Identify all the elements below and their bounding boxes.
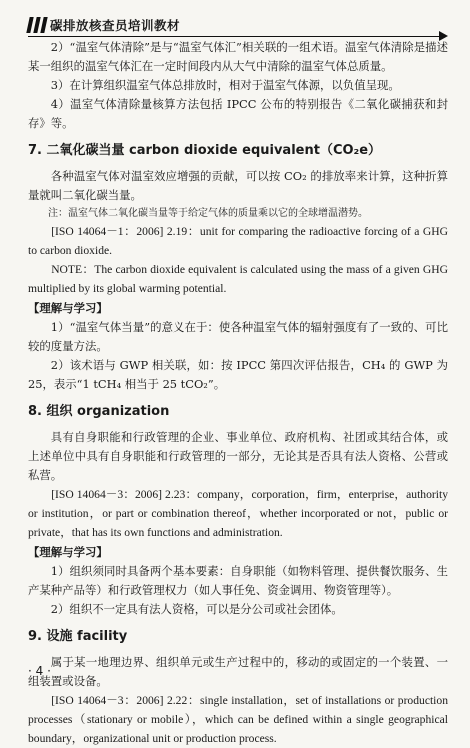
- study-label: 【理解与学习】: [28, 545, 108, 559]
- study-label: 【理解与学习】: [28, 301, 108, 315]
- paragraph: 4）温室气体清除量核算方法包括 IPCC 公布的特别报告《二氧化碳捕获和封存》等。: [28, 97, 448, 130]
- study-item: 2）组织不一定具有法人资格，可以是分公司或社会团体。: [50, 602, 343, 616]
- definition: 各种温室气体对温室效应增强的贡献，可以按 CO₂ 的排放率来计算，这种折算量就叫二氧化碳当量。: [28, 169, 448, 202]
- section-heading-8: 8. 组织 organization: [28, 404, 170, 419]
- paragraph: 2）“温室气体清除”是与“温室气体汇”相关联的一组术语。温室气体清除是描述某一组织的温室气体汇在一定时间段内从大气中清除的温室气体总质量。: [28, 40, 448, 73]
- page-body: [28, 38, 448, 748]
- definition: 具有自身职能和行政管理的企业、事业单位、政府机构、社团或其结合体，或上述单位中具有自身职能和行政管理的一部分，无论其是否具有法人资格、公营或私营。: [28, 430, 448, 482]
- iso-reference: [ISO 14064－1：2006] 2.19：unit for comparing the radioactive forcing of a GHG to carbon dioxide.: [28, 225, 448, 257]
- study-item: 1）“温室气体当量”的意义在于：使各种温室气体的辐射强度有了一致的、可比较的度量方法。: [28, 320, 448, 353]
- study-item: 2）该术语与 GWP 相关联，如：按 IPCC 第四次评估报告，CH₄ 的 GWP 为 25，表示“1 tCH₄ 相当于 25 tCO₂”。: [28, 358, 448, 391]
- section-heading-9: 9. 设施 facility: [28, 629, 128, 644]
- section-heading-7: 7. 二氧化碳当量 carbon dioxide equivalent（CO₂e）: [28, 143, 382, 158]
- iso-reference: [ISO 14064－3：2006] 2.22：single installation，set of installations or production processes（stationary or mobile），which can be defined within a single geographical boundary，organizational unit or production process.: [28, 694, 448, 745]
- page-number: · 4 ·: [28, 664, 51, 678]
- iso-reference: [ISO 14064－3：2006] 2.23：company，corporation，firm，enterprise，authority or institution，or part or combination thereof，whether incorporated or not，public or private，that has its own functions and administration.: [28, 488, 448, 539]
- paragraph: 3）在计算组织温室气体总排放时，相对于温室气体源，以负值呈现。: [50, 78, 400, 92]
- header-title: 碳排放核查员培训教材: [50, 18, 181, 33]
- book-logo-icon: [28, 17, 46, 33]
- iso-note: NOTE：The carbon dioxide equivalent is calculated using the mass of a given GHG multiplied by its global warming potential.: [28, 263, 448, 295]
- header-rule: [28, 36, 440, 37]
- study-item: 1）组织须同时具备两个基本要素：自身职能（如物料管理、提供餐饮服务、生产某种产品等）和行政管理权力（如人事任免、资金调用、物资管理等）。: [28, 564, 448, 597]
- definition: 属于某一地理边界、组织单元或生产过程中的，移动的或固定的一个装置、一组装置或设备。: [28, 655, 448, 688]
- note: 注：温室气体二氧化碳当量等于给定气体的质量乘以它的全球增温潜势。: [48, 208, 368, 219]
